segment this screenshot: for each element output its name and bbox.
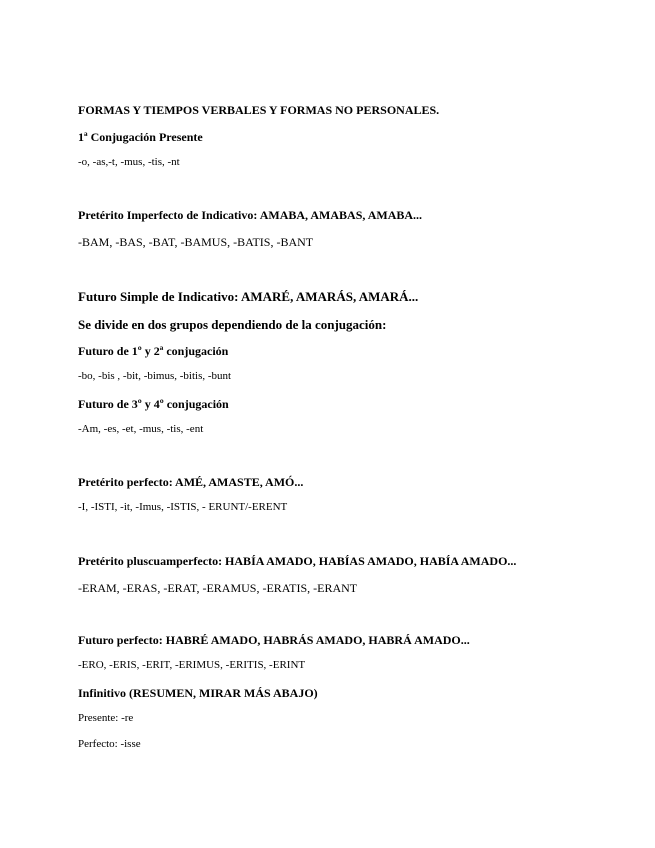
- section-heading-perfecto: Pretérito perfecto: AMÉ, AMASTE, AMÓ...: [78, 475, 304, 489]
- document-title: FORMAS Y TIEMPOS VERBALES Y FORMAS NO PERSONALES.: [78, 103, 440, 117]
- section-heading-pluscuamperfecto: Pretérito pluscuamperfecto: HABÍA AMADO, HABÍAS AMADO, HABÍA AMADO...: [78, 554, 517, 568]
- endings-pluscuamperfecto: -ERAM, -ERAS, -ERAT, -ERAMUS, -ERATIS, -ERANT: [78, 581, 358, 595]
- endings-imperfecto: -BAM, -BAS, -BAT, -BAMUS, -BATIS, -BANT: [78, 235, 314, 249]
- subheading-futuro-1-2: Futuro de 1º y 2ª conjugación: [78, 344, 229, 358]
- endings-futuro-perfecto: -ERO, -ERIS, -ERIT, -ERIMUS, -ERITIS, -ERINT: [78, 659, 306, 671]
- section-heading-futuro-perfecto: Futuro perfecto: HABRÉ AMADO, HABRÁS AMADO, HABRÁ AMADO...: [78, 633, 470, 647]
- infinitivo-presente: Presente: -re: [78, 712, 134, 724]
- infinitivo-perfecto: Perfecto: -isse: [78, 738, 141, 750]
- futuro-note: Se divide en dos grupos dependiendo de la conjugación:: [78, 317, 387, 332]
- subheading-futuro-3-4: Futuro de 3º y 4º conjugación: [78, 397, 229, 411]
- section-heading-presente: 1ª Conjugación Presente: [78, 130, 203, 144]
- section-heading-infinitivo: Infinitivo (RESUMEN, MIRAR MÁS ABAJO): [78, 686, 318, 700]
- endings-futuro-1-2: -bo, -bis , -bit, -bimus, -bitis, -bunt: [78, 370, 232, 382]
- endings-futuro-3-4: -Am, -es, -et, -mus, -tis, -ent: [78, 423, 204, 435]
- endings-perfecto: -I, -ISTI, -it, -Imus, -ISTIS, - ERUNT/-ERENT: [78, 501, 288, 513]
- section-heading-imperfecto: Pretérito Imperfecto de Indicativo: AMABA, AMABAS, AMABA...: [78, 208, 423, 222]
- endings-presente: -o, -as,-t, -mus, -tis, -nt: [78, 156, 180, 168]
- section-heading-futuro-simple: Futuro Simple de Indicativo: AMARÉ, AMARÁS, AMARÁ...: [78, 289, 419, 304]
